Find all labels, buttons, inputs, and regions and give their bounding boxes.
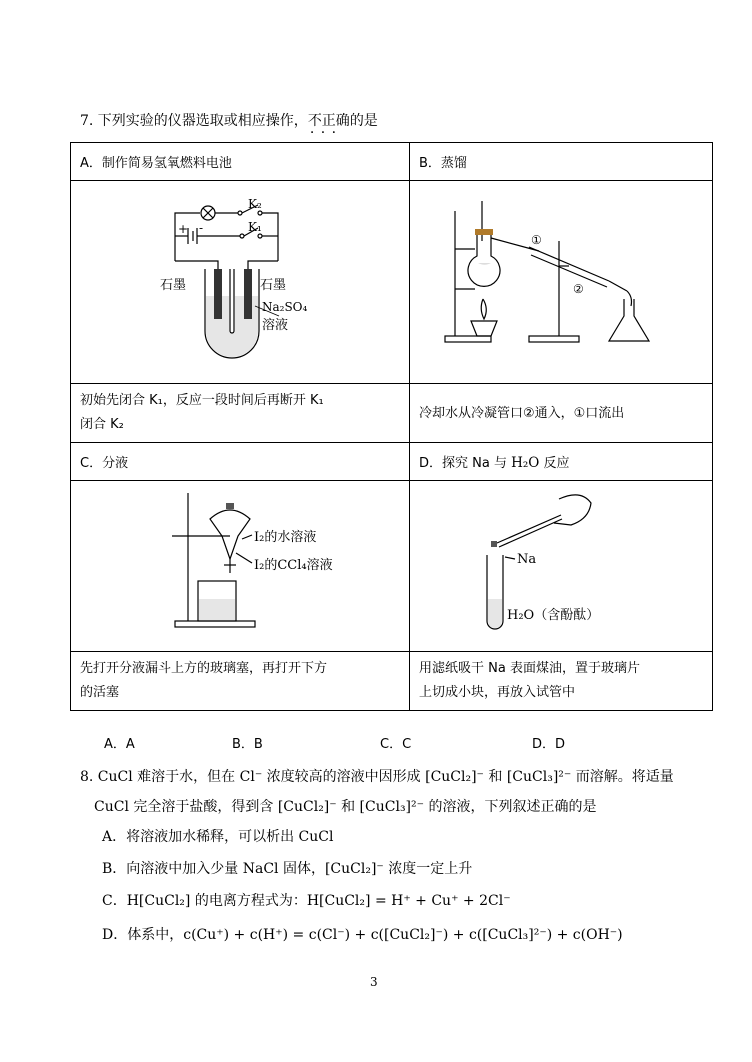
sodium-water-diagram [419, 481, 703, 647]
upper-layer-label: I₂的水溶液 [254, 530, 317, 545]
left-electrode-label: 石墨 [160, 278, 187, 293]
q8-option-d[interactable]: D．体系中，c(Cu⁺) + c(H⁺) = c(Cl⁻) + c([CuCl₂]⁻) + c([CuCl₃]²⁻) + c(OH⁻) [102, 927, 623, 943]
q7-stem: 7. 下列实验的仪器选取或相应操作， [80, 113, 308, 129]
cell-b-header: B．蒸馏 [410, 143, 713, 181]
distillation-diagram [419, 181, 703, 379]
q7-emphasis: 不正确 · · · [308, 113, 350, 129]
k1-label: K₁ [248, 220, 262, 234]
figure-fuel-cell [71, 181, 410, 384]
figure-sodium-water [410, 481, 713, 652]
option-c[interactable]: C．C [380, 737, 412, 752]
port-2-label: ② [573, 282, 584, 296]
solution-label: 溶液 [262, 318, 289, 333]
port-1-label: ① [531, 233, 542, 247]
q8-option-a[interactable]: A．将溶液加水稀释，可以析出 CuCl [102, 829, 334, 845]
q8-stem-line-2: CuCl 完全溶于盐酸，得到含 [CuCl₂]⁻ 和 [CuCl₃]²⁻ 的溶液，下列叙述正确的是 [94, 799, 597, 815]
cell-b-desc: 冷却水从冷凝管口②通入，①口流出 [410, 384, 713, 443]
q7-table [70, 142, 713, 711]
figure-distillation [410, 181, 713, 384]
right-electrode-label: 石墨 [260, 278, 287, 293]
option-a[interactable]: A．A [104, 737, 135, 752]
cell-c-header: C．分液 [71, 443, 410, 481]
figure-separatory-funnel [71, 481, 410, 652]
solution-formula-label: Na₂SO₄ [262, 300, 308, 314]
water-label: H₂O（含酚酞） [507, 608, 600, 623]
q8-option-b[interactable]: B．向溶液中加入少量 NaCl 固体，[CuCl₂]⁻ 浓度一定上升 [102, 861, 473, 877]
option-d[interactable]: D．D [532, 737, 566, 752]
lower-layer-label: I₂的CCl₄溶液 [254, 558, 333, 573]
q8-option-c[interactable]: C．H[CuCl₂] 的电离方程式为：H[CuCl₂] = H⁺ + Cu⁺ + 2Cl⁻ [102, 893, 511, 909]
page-number: 3 [370, 975, 378, 989]
question-7-title [80, 110, 378, 130]
cell-d-header: D．探究 Na 与 H₂O 反应 [410, 443, 713, 481]
q7-stem-end: 的是 [349, 113, 378, 129]
cell-c-desc: 先打开分液漏斗上方的玻璃塞，再打开下方 的活塞 [71, 652, 410, 711]
cell-a-desc: 初始先闭合 K₁，反应一段时间后再断开 K₁ 闭合 K₂ [71, 384, 410, 443]
option-b[interactable]: B．B [232, 737, 263, 752]
na-label: Na [517, 552, 537, 567]
separatory-funnel-diagram [80, 481, 400, 647]
k2-label: K₂ [248, 197, 262, 211]
q8-stem-line-1: 8. CuCl 难溶于水，但在 Cl⁻ 浓度较高的溶液中因形成 [CuCl₂]⁻ 和 [CuCl₃]²⁻ 而溶解。将适量 [80, 769, 674, 785]
cell-a-header: A．制作简易氢氧燃料电池 [71, 143, 410, 181]
plus-label: + [178, 222, 189, 236]
minus-label: - [199, 221, 204, 235]
fuel-cell-diagram [80, 181, 400, 379]
cell-d-desc: 用滤纸吸干 Na 表面煤油，置于玻璃片 上切成小块，再放入试管中 [410, 652, 713, 711]
